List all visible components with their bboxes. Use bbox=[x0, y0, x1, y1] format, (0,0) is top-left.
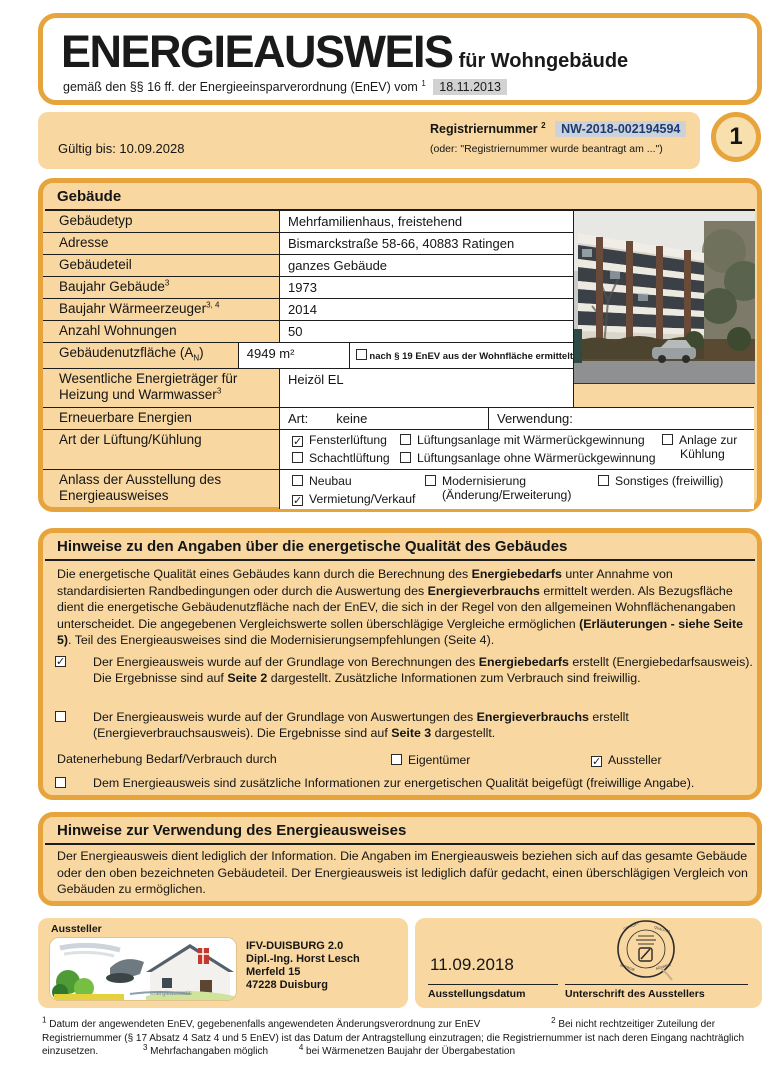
paragraph-text: unter Annahme von standardisierten Randbedingungen oder durch die Auswertung des bbox=[57, 567, 673, 598]
aussteller-label: Aussteller bbox=[51, 923, 102, 935]
section-divider bbox=[45, 559, 755, 561]
wohnflaeche-checkbox-cell bbox=[349, 343, 573, 368]
aussteller-company: IFV-DUISBURG 2.0 bbox=[246, 940, 344, 952]
table-row bbox=[43, 469, 754, 509]
option-lueftung-mit-wrg bbox=[400, 433, 645, 447]
signature-line bbox=[565, 984, 748, 985]
svg-text:ENERGIE: ENERGIE bbox=[619, 963, 636, 973]
option-fensterlueftung bbox=[292, 433, 387, 447]
energietraeger-value[interactable]: Heizöl EL bbox=[279, 369, 573, 407]
option-anlage-kuehlung bbox=[662, 433, 737, 447]
page-title-suffix: für Wohngebäude bbox=[458, 50, 629, 72]
footnote-4-text: bei Wärmenetzen Baujahr der Übergabestation bbox=[306, 1046, 516, 1057]
subscript-n: N bbox=[193, 353, 200, 363]
ifv-logo-image bbox=[50, 938, 236, 1000]
footnote-marker-2: 2 bbox=[541, 120, 546, 130]
gebaeudetyp-label: Gebäudetyp bbox=[59, 213, 133, 228]
item-text-bold: Energiebedarfs bbox=[478, 655, 569, 669]
zusatzinfo-item bbox=[93, 775, 753, 791]
datenerhebung-row bbox=[57, 751, 747, 768]
law-reference-line bbox=[63, 80, 507, 94]
table-row bbox=[43, 429, 754, 469]
option-label: Sonstiges (freiwillig) bbox=[615, 474, 724, 488]
footnote-2-text: Bei nicht rechtzeitiger Zuteilung der Registriernummer (§ 17 Absatz 4 Satz 4 und 5 EnEV) ist das Datum der Antragstellung einzutragen; die Registriernummer ist nach deren Eingang nachträglich einzusetzen. bbox=[42, 1019, 745, 1057]
baujahr-waermeerzeuger-label bbox=[43, 299, 279, 320]
datenerhebung-label: Datenerhebung Bedarf/Verbrauch durch bbox=[57, 752, 277, 766]
table-row bbox=[43, 369, 573, 407]
svg-text:QUALITÄT: QUALITÄT bbox=[653, 925, 671, 935]
item-text-bold: Energieverbrauchs bbox=[476, 710, 589, 724]
item-text: Dem Energieausweis sind zusätzliche Informationen zur energetischen Qualität beigefügt (freiwillige Angabe). bbox=[93, 776, 695, 790]
item-text-bold: Seite 3 bbox=[391, 726, 432, 740]
option-label: Neubau bbox=[309, 474, 352, 488]
footnote-marker-3-4: 3, 4 bbox=[206, 300, 220, 310]
registration-number-label: Registriernummer bbox=[430, 122, 538, 136]
option-label: Eigentümer bbox=[408, 753, 471, 767]
energietraeger-label bbox=[43, 369, 279, 407]
adresse-label: Adresse bbox=[59, 235, 109, 250]
paragraph-text: Die energetische Qualität eines Gebäudes kann durch die Berechnung des bbox=[57, 567, 472, 581]
paragraph-text: ermittelt werden. Als Bezugsfläche dient die energetische Gebäudenutzfläche nach der EnEV, die sich in der Regel von den allgemeinen Wohnflächenangaben unterscheidet. Die angegebenen Vergleichswerte sollen überschlägige Vergleiche ermöglichen bbox=[57, 583, 736, 631]
erneuerbare-art-cell[interactable] bbox=[279, 408, 488, 429]
label-text: ) bbox=[199, 345, 204, 360]
label-text: Wesentliche Energieträger für Heizung und Warmwasser bbox=[59, 371, 238, 402]
eigentuemer-checkbox[interactable] bbox=[391, 754, 402, 765]
vermietung-checkbox[interactable]: ✓ bbox=[293, 495, 303, 507]
verbrauchsausweis-item bbox=[93, 709, 753, 741]
footnote-marker-3: 3 bbox=[142, 1042, 148, 1052]
paragraph-text: . Teil des Energieausweises sind die Modernisierungsempfehlungen (Seite 4). bbox=[68, 633, 495, 647]
item-text: Der Energieausweis wurde auf der Grundlage von Berechnungen des bbox=[93, 655, 479, 669]
wohnflaeche-checkbox-label: nach § 19 EnEV aus der Wohnfläche ermittelt bbox=[369, 351, 573, 362]
issue-date-label: Ausstellungsdatum bbox=[428, 988, 526, 1000]
hinweise-angaben-section bbox=[38, 528, 762, 800]
anzahl-wohnungen-label: Anzahl Wohnungen bbox=[59, 323, 177, 338]
adresse-value[interactable]: Bismarckstraße 58-66, 40883 Ratingen bbox=[279, 233, 573, 254]
footnote-3-text: Mehrfachangaben möglich bbox=[150, 1046, 269, 1057]
lueftung-mit-wrg-checkbox[interactable] bbox=[400, 434, 411, 445]
table-row bbox=[43, 299, 573, 321]
gebaeude-table bbox=[43, 211, 573, 407]
paragraph-text-bold: Energiebedarfs bbox=[471, 567, 562, 581]
option-lueftung-ohne-wrg bbox=[400, 451, 656, 465]
option-label: Lüftungsanlage ohne Wärmerückgewinnung bbox=[417, 451, 656, 465]
page-title: ENERGIEAUSWEIS bbox=[61, 26, 453, 77]
item-text: erstellt (Energiebedarfsausweis). Die Ergebnisse sind auf bbox=[93, 655, 753, 685]
footnote-marker-4: 4 bbox=[298, 1042, 304, 1052]
bedarfsausweis-checkbox[interactable]: ✓ bbox=[56, 656, 66, 668]
law-reference-text: gemäß den §§ 16 ff. der Energieeinsparverordnung (EnEV) vom bbox=[63, 80, 418, 94]
label-text: Gebäudenutzfläche (A bbox=[59, 345, 194, 360]
item-text: erstellt (Energieverbrauchsausweis). Die Ergebnisse sind auf bbox=[93, 710, 629, 740]
option-label: Fensterlüftung bbox=[309, 433, 387, 447]
baujahr-gebaeude-value[interactable]: 1973 bbox=[279, 277, 573, 298]
signature-label: Unterschrift des Ausstellers bbox=[565, 988, 705, 1000]
anlass-options-cell bbox=[279, 470, 754, 509]
sonstiges-checkbox[interactable] bbox=[598, 475, 609, 486]
erneuerbare-verwendung-cell[interactable]: Verwendung: bbox=[488, 408, 754, 429]
building-photo-cell bbox=[573, 211, 754, 407]
footnote-marker-2: 2 bbox=[551, 1015, 556, 1025]
registration-number-line bbox=[430, 122, 686, 136]
table-row bbox=[43, 277, 573, 299]
svg-text:energieausweis: energieausweis bbox=[150, 991, 192, 997]
svg-text:AUSWEIS: AUSWEIS bbox=[655, 962, 672, 971]
enev-date-box: 18.11.2013 bbox=[433, 79, 507, 95]
option-neubau bbox=[292, 474, 352, 488]
lueftung-options-cell bbox=[279, 430, 754, 469]
header-box bbox=[38, 13, 762, 105]
table-row bbox=[43, 407, 754, 429]
option-eigentuemer bbox=[391, 752, 470, 769]
gebaeudenutzflaeche-value[interactable]: 4949 m² bbox=[246, 346, 295, 361]
option-label: Schachtlüftung bbox=[309, 451, 390, 465]
erneuerbare-cells bbox=[279, 408, 754, 429]
hinweise-angaben-title: Hinweise zu den Angaben über die energetische Qualität des Gebäudes bbox=[57, 538, 568, 555]
footnotes bbox=[42, 1015, 756, 1059]
fensterlueftung-checkbox[interactable]: ✓ bbox=[293, 436, 303, 448]
issue-date: 11.09.2018 bbox=[430, 955, 514, 974]
aussteller-address bbox=[246, 940, 360, 992]
gebaeudeteil-value[interactable]: ganzes Gebäude bbox=[279, 255, 573, 276]
gebaeudetyp-value[interactable]: Mehrfamilienhaus, freistehend bbox=[279, 211, 573, 232]
label-text: Baujahr Wärmeerzeuger bbox=[59, 301, 207, 316]
option-label: Modernisierung bbox=[442, 474, 527, 488]
baujahr-gebaeude-label bbox=[43, 277, 279, 298]
signature-panel bbox=[415, 918, 762, 1008]
schachtlueftung-checkbox[interactable] bbox=[292, 452, 303, 463]
gebaeudeteil-label: Gebäudeteil bbox=[59, 257, 132, 272]
anlass-label: Anlass der Ausstellung des Energieausweises bbox=[59, 472, 222, 503]
date-line bbox=[428, 984, 558, 985]
gebaeudenutzflaeche-label bbox=[43, 343, 238, 368]
hinweise-verwendung-paragraph: Der Energieausweis dient lediglich der Information. Die Angaben im Energieausweis beziehen sich auf das gesamte Gebäude oder den oben bezeichneten Gebäudeteil. Der Energieausweis ist lediglich dafür gedacht, einen überschlägigen Vergleich von Gebäuden zu ermöglichen. bbox=[57, 849, 748, 896]
section-divider bbox=[45, 843, 755, 845]
paragraph-text-bold: Energieverbrauchs bbox=[427, 583, 540, 598]
item-text: dargestellt. Zusätzliche Informationen zum Verbrauch sind freiwillig. bbox=[267, 671, 641, 685]
gebaeudenutzflaeche-cells bbox=[238, 343, 573, 368]
footnote-marker-1: 1 bbox=[421, 78, 426, 88]
hinweise-verwendung-section bbox=[38, 812, 762, 906]
erneuerbare-energien-label: Erneuerbare Energien bbox=[59, 410, 192, 425]
stamp-image bbox=[610, 918, 682, 984]
registration-panel bbox=[38, 112, 700, 169]
aussteller-checkbox[interactable]: ✓ bbox=[592, 756, 602, 768]
option-label: Lüftungsanlage mit Wärmerückgewinnung bbox=[417, 433, 645, 447]
hinweise-verwendung-title: Hinweise zur Verwendung des Energieausweises bbox=[57, 822, 407, 839]
label-text: Baujahr Gebäude bbox=[59, 279, 165, 294]
option-label: Anlage zur bbox=[679, 433, 738, 447]
aussteller-stamp bbox=[610, 918, 682, 989]
registration-note: (oder: "Registriernummer wurde beantragt am ...") bbox=[430, 143, 663, 155]
page-number: 1 bbox=[729, 123, 743, 150]
aussteller-panel bbox=[38, 918, 408, 1008]
verbrauchsausweis-checkbox[interactable] bbox=[55, 711, 66, 722]
item-text: Der Energieausweis wurde auf der Grundlage von Auswertungen des bbox=[93, 710, 477, 724]
modernisierung-checkbox[interactable] bbox=[425, 475, 436, 486]
option-anlage-kuehlung-line2: Kühlung bbox=[680, 447, 725, 461]
art-value: keine bbox=[336, 411, 368, 426]
paragraph-text-bold: (Erläuterungen - siehe Seite 5) bbox=[57, 616, 743, 647]
option-schachtlueftung bbox=[292, 451, 390, 465]
table-row bbox=[43, 233, 573, 255]
option-label: Aussteller bbox=[608, 753, 662, 767]
aussteller-name: Dipl.-Ing. Horst Lesch bbox=[246, 953, 360, 965]
footnote-1-text: Datum der angewendeten EnEV, gegebenenfalls angewendeten Änderungsverordnung zur EnEV bbox=[49, 1019, 481, 1030]
lueftung-ohne-wrg-checkbox[interactable] bbox=[400, 452, 411, 463]
lueftung-label: Art der Lüftung/Kühlung bbox=[59, 432, 202, 447]
aussteller-city: 47228 Duisburg bbox=[246, 979, 328, 991]
footnote-marker-3: 3 bbox=[216, 386, 222, 396]
option-sonstiges bbox=[598, 474, 723, 488]
option-vermietung bbox=[292, 492, 415, 506]
table-row bbox=[43, 343, 573, 369]
hinweise-angaben-paragraph bbox=[57, 566, 745, 649]
footnote-marker-3: 3 bbox=[164, 278, 170, 288]
gebaeude-section bbox=[38, 178, 762, 512]
baujahr-waermeerzeuger-value[interactable]: 2014 bbox=[279, 299, 573, 320]
option-aussteller bbox=[591, 752, 662, 769]
option-modernisierung bbox=[425, 474, 526, 488]
anlage-kuehlung-checkbox[interactable] bbox=[662, 434, 673, 445]
bedarfsausweis-item bbox=[56, 654, 753, 686]
valid-until-text: Gültig bis: 10.09.2028 bbox=[58, 141, 185, 156]
aussteller-logo bbox=[50, 938, 236, 1000]
registration-number-value: NW-2018-002194594 bbox=[555, 121, 686, 137]
option-modernisierung-line2: (Änderung/Erweiterung) bbox=[442, 488, 572, 502]
zusatzinfo-checkbox[interactable] bbox=[55, 777, 66, 788]
item-text-bold: Seite 2 bbox=[227, 671, 268, 685]
table-row bbox=[43, 321, 573, 343]
table-row bbox=[43, 211, 573, 233]
svg-text:GEPRÜFT: GEPRÜFT bbox=[622, 921, 640, 931]
gebaeude-section-title: Gebäude bbox=[57, 188, 122, 205]
wohnflaeche-checkbox[interactable] bbox=[356, 349, 367, 360]
footnote-marker-1: 1 bbox=[42, 1015, 47, 1025]
option-label: Vermietung/Verkauf bbox=[309, 492, 416, 506]
anzahl-wohnungen-value[interactable]: 50 bbox=[279, 321, 573, 342]
building-photo bbox=[574, 211, 755, 384]
aussteller-street: Merfeld 15 bbox=[246, 966, 301, 978]
neubau-checkbox[interactable] bbox=[292, 475, 303, 486]
page-number-badge bbox=[711, 112, 761, 162]
item-text: dargestellt. bbox=[431, 726, 496, 740]
art-label: Art: bbox=[288, 411, 309, 426]
table-row bbox=[43, 255, 573, 277]
